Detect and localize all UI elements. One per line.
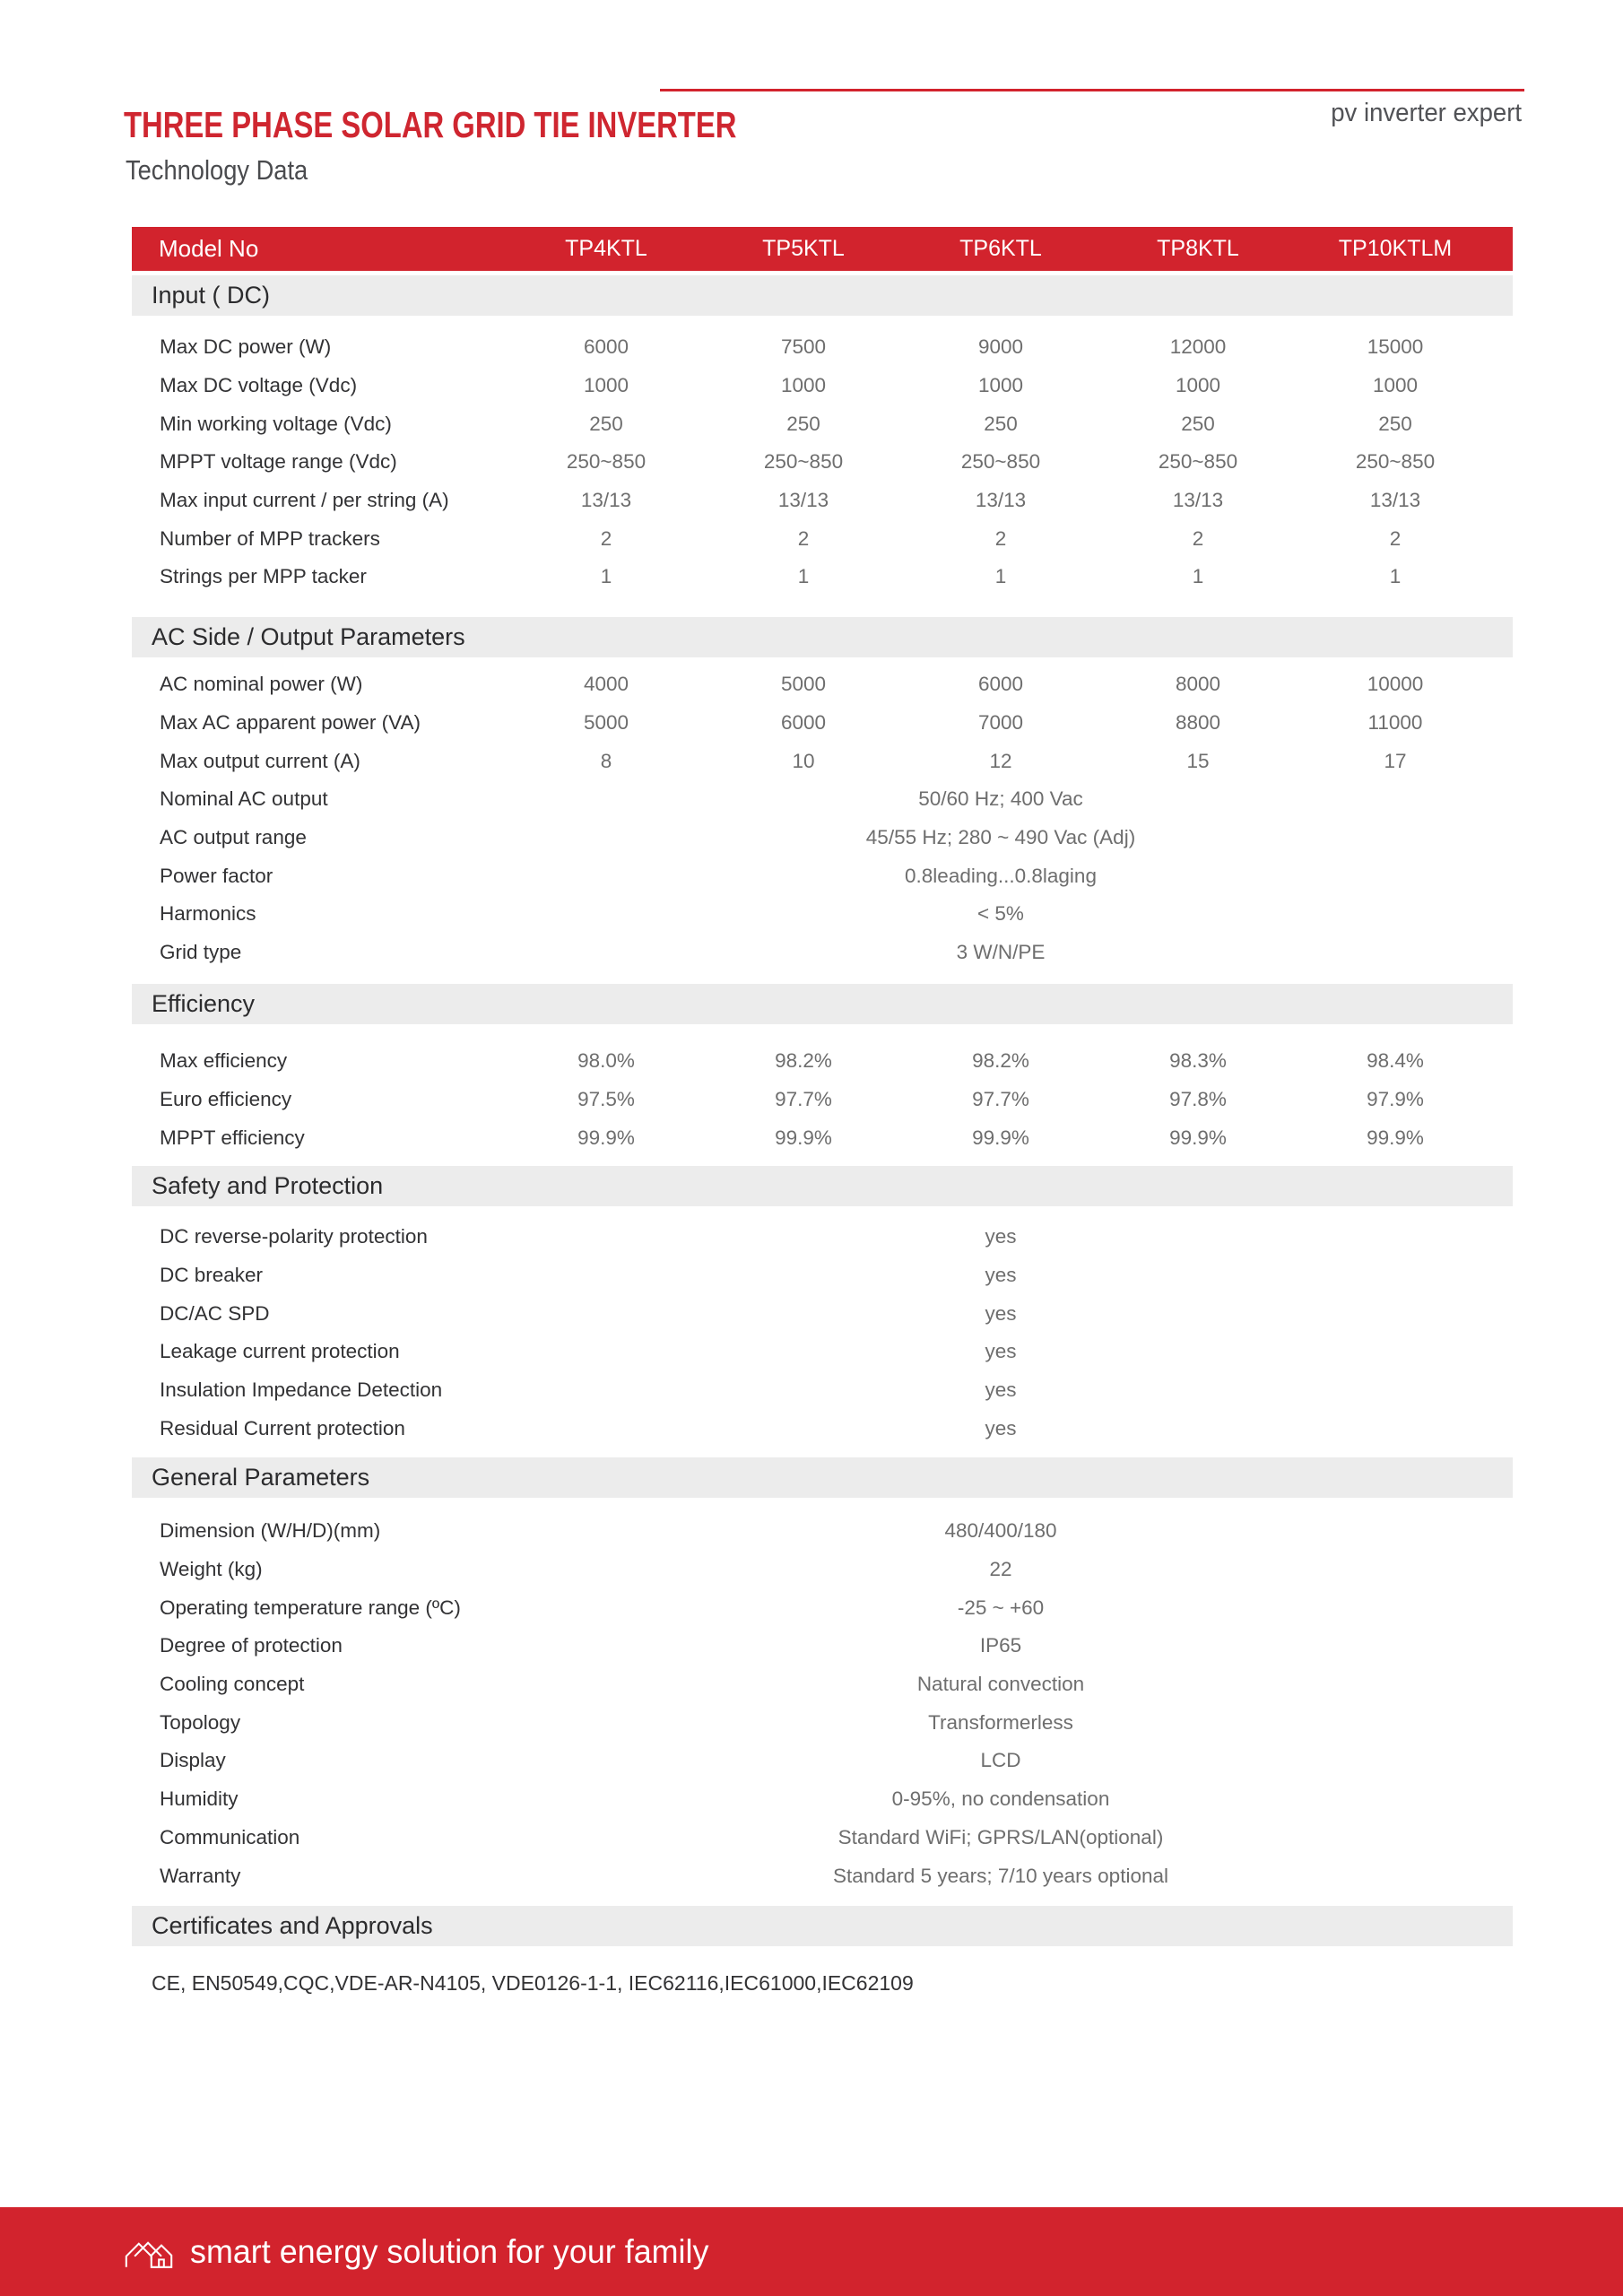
row-label: Max output current (A) [160, 749, 360, 772]
value-cell: 98.2% [972, 1049, 1029, 1073]
section-header: Certificates and Approvals [132, 1906, 1513, 1946]
value-cell: 250~850 [763, 450, 844, 474]
row-label: Min working voltage (Vdc) [160, 412, 392, 435]
value-cell-span: yes [985, 1225, 1017, 1248]
section [132, 1457, 1513, 1895]
value-cell: 12 [989, 749, 1012, 772]
value-cell: 1000 [1372, 374, 1419, 397]
value-cell-span: yes [985, 1340, 1017, 1363]
table-header-row [132, 227, 1513, 271]
value-cell: 250~850 [960, 450, 1041, 474]
value-cell-span: yes [985, 1264, 1017, 1287]
houses-icon [124, 2234, 174, 2270]
value-cell-span: -25 ~ +60 [957, 1596, 1045, 1619]
value-cell: 6000 [780, 711, 827, 735]
row-label: DC reverse-polarity protection [160, 1225, 428, 1248]
table-row [132, 1118, 1513, 1157]
row-label: Residual Current protection [160, 1416, 405, 1439]
row-label: AC output range [160, 826, 307, 849]
value-cell: 250~850 [566, 450, 647, 474]
value-cell: 2 [994, 526, 1007, 550]
row-label: Degree of protection [160, 1634, 343, 1657]
row-label: Dimension (W/H/D)(mm) [160, 1519, 381, 1543]
value-cell: 97.8% [1169, 1088, 1227, 1111]
table-row [132, 558, 1513, 596]
value-cell: 99.9% [972, 1126, 1029, 1149]
value-cell: 4000 [583, 673, 629, 696]
value-cell: 10 [792, 749, 815, 772]
table-row [132, 857, 1513, 895]
value-cell: 250 [984, 412, 1018, 435]
value-cell: 1000 [977, 374, 1024, 397]
value-cell: 1 [994, 565, 1007, 588]
value-cell-span: 3 W/N/PE [956, 941, 1046, 964]
value-cell: 98.3% [1169, 1049, 1227, 1073]
certificates-text: CE, EN50549,CQC,VDE-AR-N4105, VDE0126-1-1, IEC62116,IEC61000,IEC62109 [152, 1970, 914, 1995]
table-row [132, 1742, 1513, 1780]
value-cell: 13/13 [777, 489, 829, 512]
table-row [132, 665, 1513, 704]
value-cell: 8 [600, 749, 612, 772]
row-label: Max input current / per string (A) [160, 489, 449, 512]
value-cell: 250 [786, 412, 820, 435]
value-cell: 97.7% [775, 1088, 832, 1111]
table-row [132, 1409, 1513, 1448]
section [132, 275, 1513, 596]
table-row [132, 1294, 1513, 1333]
section-rows [132, 665, 1513, 972]
table-row [132, 1257, 1513, 1295]
model-column-tp4ktl: TP4KTL [565, 236, 647, 261]
row-label: Weight (kg) [160, 1558, 263, 1581]
value-cell: 10000 [1367, 673, 1424, 696]
row-label: Harmonics [160, 902, 256, 926]
table-row [132, 895, 1513, 934]
value-cell: 1 [1389, 565, 1402, 588]
table-row [132, 443, 1513, 482]
row-label: Communication [160, 1825, 300, 1848]
section-header: Input ( DC) [132, 275, 1513, 316]
row-label: AC nominal power (W) [160, 673, 363, 696]
row-label: Warranty [160, 1864, 241, 1887]
value-cell-span: 480/400/180 [944, 1519, 1057, 1543]
section-rows [132, 1042, 1513, 1157]
value-cell-span: < 5% [977, 902, 1024, 926]
value-cell: 6000 [977, 673, 1024, 696]
value-cell-span: LCD [980, 1749, 1021, 1772]
value-cell-span: 45/55 Hz; 280 ~ 490 Vac (Adj) [865, 826, 1136, 849]
value-cell-span: 22 [989, 1558, 1012, 1581]
value-cell: 99.9% [1367, 1126, 1424, 1149]
table-row [132, 1042, 1513, 1081]
brand-tagline: pv inverter expert [1331, 99, 1522, 127]
model-column-tp8ktl: TP8KTL [1157, 236, 1239, 261]
value-cell: 5000 [780, 673, 827, 696]
row-label: Operating temperature range (ºC) [160, 1596, 461, 1619]
table-row [132, 819, 1513, 857]
value-cell: 98.2% [775, 1049, 832, 1073]
value-cell-span: yes [985, 1301, 1017, 1325]
table-row [132, 1964, 1513, 2003]
value-cell: 250~850 [1355, 450, 1436, 474]
value-cell: 1000 [583, 374, 629, 397]
row-label: Max DC voltage (Vdc) [160, 374, 358, 397]
table-row [132, 1588, 1513, 1627]
section-header: Efficiency [132, 984, 1513, 1024]
value-cell: 15 [1186, 749, 1210, 772]
table-row [132, 1857, 1513, 1895]
table-row [132, 1551, 1513, 1589]
section [132, 984, 1513, 1157]
value-cell-span: Natural convection [916, 1673, 1085, 1696]
section-header: Safety and Protection [132, 1166, 1513, 1206]
table-row [132, 367, 1513, 405]
value-cell-span: 0-95%, no condensation [891, 1787, 1110, 1811]
value-cell: 1 [600, 565, 612, 588]
value-cell: 1000 [1175, 374, 1221, 397]
value-cell-span: 50/60 Hz; 400 Vac [918, 787, 1083, 811]
table-row [132, 1703, 1513, 1742]
section-header: AC Side / Output Parameters [132, 617, 1513, 657]
value-cell: 250 [1181, 412, 1215, 435]
value-cell-span: IP65 [979, 1634, 1022, 1657]
table-row [132, 519, 1513, 558]
header-rule [660, 89, 1524, 91]
table-row [132, 328, 1513, 367]
row-label: DC/AC SPD [160, 1301, 270, 1325]
row-label: Max efficiency [160, 1049, 288, 1073]
row-label: Nominal AC output [160, 787, 328, 811]
page-subtitle: Technology Data [126, 154, 308, 186]
value-cell: 99.9% [1169, 1126, 1227, 1149]
row-label: Display [160, 1749, 226, 1772]
table-row [132, 1819, 1513, 1857]
section [132, 617, 1513, 972]
value-cell: 8000 [1175, 673, 1221, 696]
row-label: Insulation Impedance Detection [160, 1378, 443, 1402]
table-row [132, 1081, 1513, 1119]
value-cell-span: Standard 5 years; 7/10 years optional [833, 1864, 1168, 1887]
value-cell: 97.7% [972, 1088, 1029, 1111]
row-label: Strings per MPP tacker [160, 565, 367, 588]
value-cell: 99.9% [577, 1126, 635, 1149]
table-row [132, 934, 1513, 972]
value-cell-span: yes [985, 1378, 1017, 1402]
value-cell: 7000 [977, 711, 1024, 735]
value-cell: 1 [797, 565, 810, 588]
row-label: DC breaker [160, 1264, 264, 1287]
table-row [132, 1371, 1513, 1410]
row-label: Cooling concept [160, 1673, 305, 1696]
value-cell: 2 [1389, 526, 1402, 550]
value-cell: 12000 [1169, 335, 1227, 359]
table-row [132, 1333, 1513, 1371]
row-label: MPPT efficiency [160, 1126, 305, 1149]
value-cell: 250 [1378, 412, 1412, 435]
table-row [132, 1512, 1513, 1551]
row-label: Euro efficiency [160, 1088, 292, 1111]
value-cell: 1000 [780, 374, 827, 397]
model-column-tp10ktlm: TP10KTLM [1338, 236, 1453, 261]
table-row [132, 1627, 1513, 1665]
section-rows [132, 328, 1513, 596]
value-cell-span: yes [985, 1416, 1017, 1439]
value-cell: 250~850 [1158, 450, 1238, 474]
value-cell: 13/13 [580, 489, 632, 512]
model-column-tp6ktl: TP6KTL [959, 236, 1042, 261]
value-cell: 13/13 [975, 489, 1027, 512]
value-cell: 2 [1192, 526, 1204, 550]
table-row [132, 704, 1513, 743]
value-cell: 7500 [780, 335, 827, 359]
model-no-label: Model No [159, 235, 259, 262]
table-row [132, 780, 1513, 819]
section-header: General Parameters [132, 1457, 1513, 1498]
row-label: Grid type [160, 941, 242, 964]
footer-bar [0, 2207, 1623, 2296]
page-title: THREE PHASE SOLAR GRID TIE INVERTER [124, 104, 737, 145]
value-cell: 6000 [583, 335, 629, 359]
table-row [132, 482, 1513, 520]
value-cell: 99.9% [775, 1126, 832, 1149]
value-cell: 2 [797, 526, 810, 550]
value-cell: 2 [600, 526, 612, 550]
section-rows [132, 1964, 1513, 2003]
row-label: Leakage current protection [160, 1340, 400, 1363]
row-label: Power factor [160, 864, 273, 887]
value-cell: 13/13 [1172, 489, 1224, 512]
row-label: Max DC power (W) [160, 335, 332, 359]
value-cell-span: 0.8leading...0.8laging [905, 864, 1097, 887]
value-cell: 97.5% [577, 1088, 635, 1111]
value-cell: 97.9% [1367, 1088, 1424, 1111]
section [132, 1906, 1513, 2003]
table-row [132, 404, 1513, 443]
table-row [132, 1218, 1513, 1257]
row-label: MPPT voltage range (Vdc) [160, 450, 397, 474]
row-label: Topology [160, 1710, 241, 1734]
value-cell: 17 [1384, 749, 1407, 772]
value-cell-span: Transformerless [928, 1710, 1073, 1734]
section-rows [132, 1512, 1513, 1895]
value-cell: 9000 [977, 335, 1024, 359]
value-cell: 250 [589, 412, 623, 435]
section-rows [132, 1218, 1513, 1448]
row-label: Humidity [160, 1787, 239, 1811]
row-label: Max AC apparent power (VA) [160, 711, 421, 735]
value-cell-span: Standard WiFi; GPRS/LAN(optional) [838, 1825, 1164, 1848]
value-cell: 98.4% [1367, 1049, 1424, 1073]
section [132, 1166, 1513, 1448]
footer-slogan: smart energy solution for your family [190, 2232, 709, 2270]
table-row [132, 1780, 1513, 1819]
value-cell: 98.0% [577, 1049, 635, 1073]
table-row [132, 742, 1513, 780]
model-column-tp5ktl: TP5KTL [762, 236, 845, 261]
value-cell: 13/13 [1369, 489, 1421, 512]
value-cell: 11000 [1367, 711, 1423, 735]
table-row [132, 1665, 1513, 1704]
value-cell: 15000 [1367, 335, 1424, 359]
value-cell: 1 [1192, 565, 1204, 588]
value-cell: 8800 [1175, 711, 1221, 735]
row-label: Number of MPP trackers [160, 526, 380, 550]
value-cell: 5000 [583, 711, 629, 735]
